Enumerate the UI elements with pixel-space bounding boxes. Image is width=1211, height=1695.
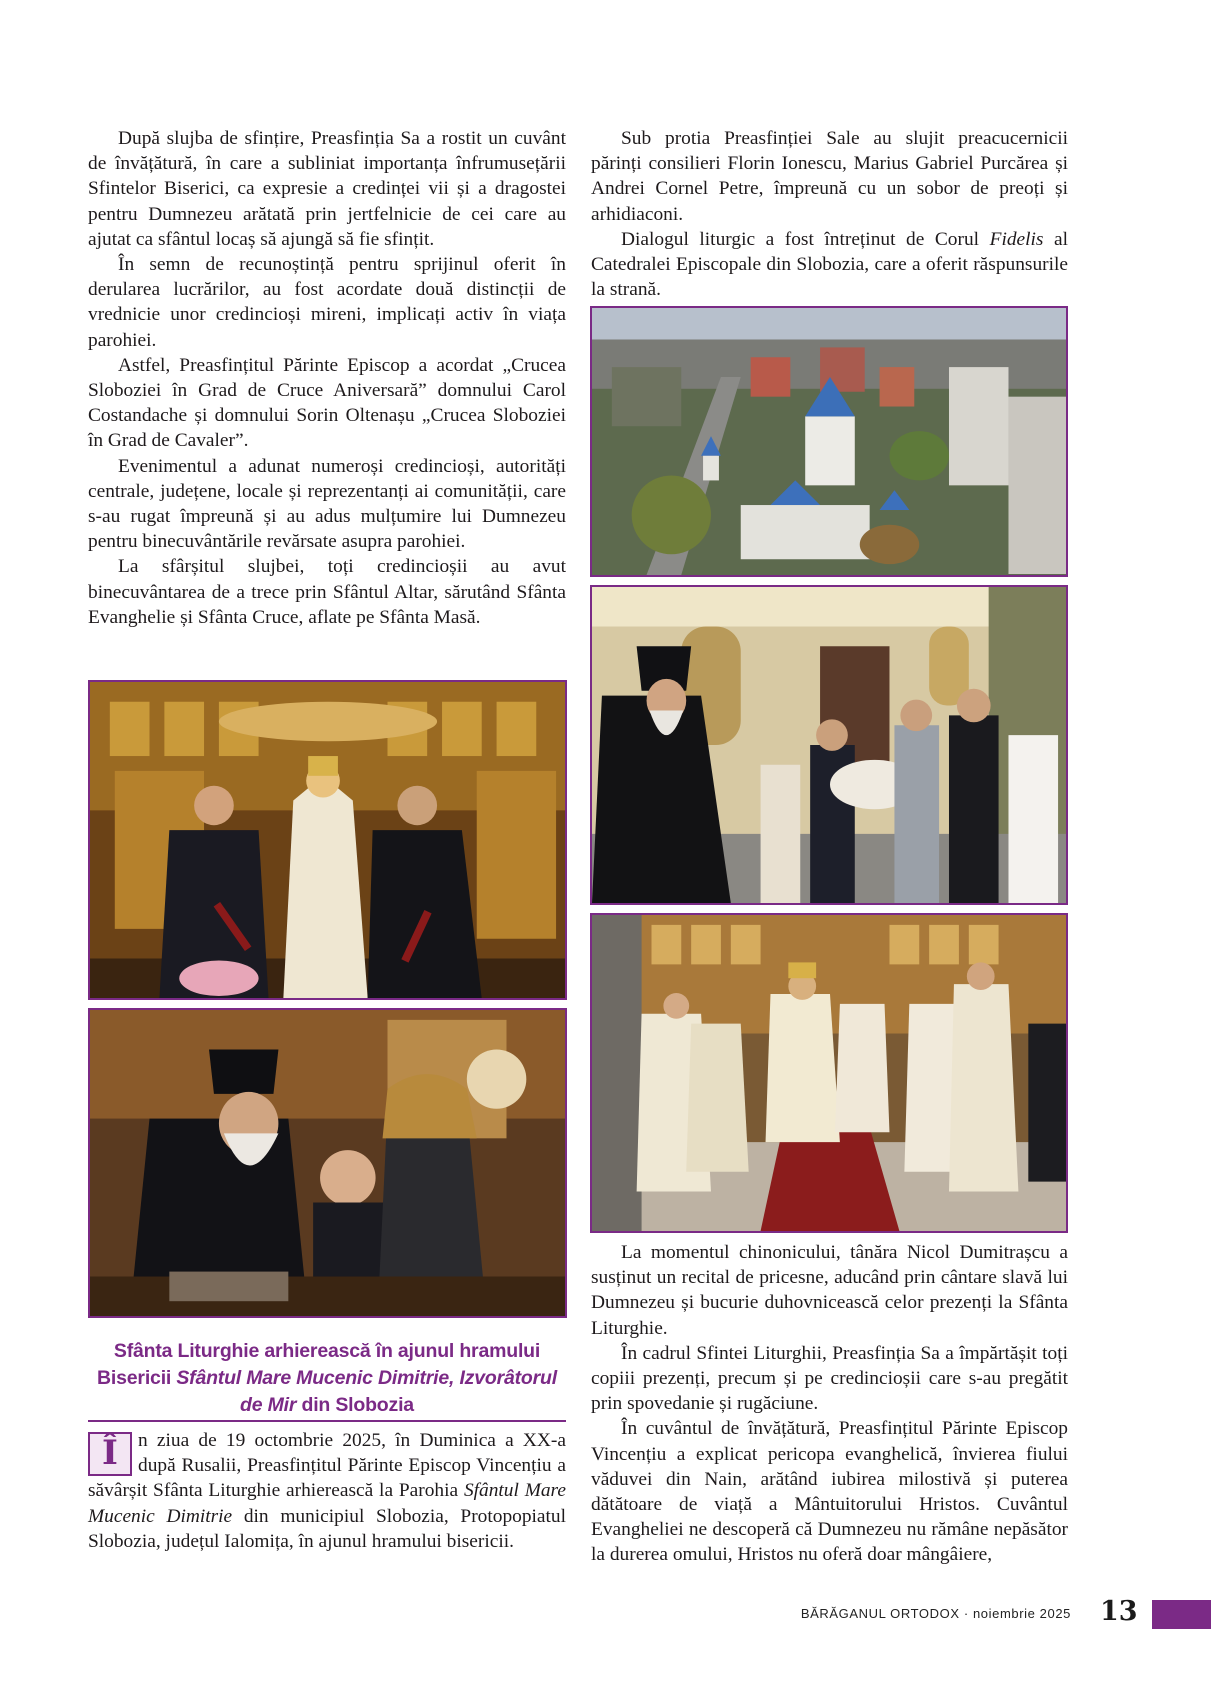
article-heading-italic: Sfântul Mare Mucenic Dimitrie, Izvorâtorul de Mir — [176, 1367, 557, 1416]
page-tab-marker — [1152, 1600, 1211, 1629]
paragraph: Evenimentul a adunat numeroși credincioși, autorități centrale, județene, locale și reprezentanți ai comunității, care s-au rugat împreună și au adus mulțumire lui Dumnezeu pentru binecuvântările revărsate asupra parohiei. — [88, 455, 566, 553]
heading-rule — [88, 1420, 566, 1422]
intro-text: n ziua de 19 octombrie 2025, în Duminica a XX-a după Rusalii, Preasfințitul Părinte Episcop Vincențiu a săvârșit Sfânta Liturghie arhierească la Parohia — [88, 1430, 566, 1502]
photo-aerial-view — [590, 306, 1068, 577]
photo-clergy-in-church — [590, 913, 1068, 1233]
photo-communion — [88, 1008, 567, 1318]
article-heading-text: Sfânta Liturghie arhierească în ajunul hramului Bisericii — [97, 1340, 541, 1389]
left-column-text — [88, 126, 566, 630]
page-number: 13 — [1100, 1596, 1138, 1627]
choir-name: Fidelis — [989, 228, 1044, 250]
dropcap-letter: Î — [88, 1432, 132, 1476]
paragraph: În cuvântul de învățătură, Preasfințitul Părinte Episcop Vincențiu a explicat pericopa evanghelică, învierea fiului văduvei din Nain, arătând iubirea milostivă și puterea dătătoare de viață a Mântuitorului Hristos. Cuvântul Evangheliei ne descoperă că Dumnezeu nu rămâne nepăsător la durerea omului, Hristos nu oferă doar mângâiere, — [591, 1418, 1068, 1566]
paragraph-text: Dialogul liturgic a fost întreținut de Corul — [621, 228, 990, 250]
paragraph: După slujba de sfințire, Preasfinția Sa a rostit un cuvânt de învățătură, în care a subliniat importanța înfrumusețării Sfintelor Biserici, ca expresie a credinței vii și a dragostei pentru Dumnezeu arătată prin jertfelnicie de cei care au ajutat ca sfântul locaș să ajungă să fie sfințit. — [88, 128, 566, 250]
paragraph-text: al Catedralei Episcopale din Slobozia, care a oferit răspunsurile la strană. — [591, 228, 1068, 301]
paragraph: La sfârșitul slujbei, toți credincioșii au avut binecuvântarea de a trece prin Sfântul Altar, sărutând Sfânta Evanghelie și Sfânta Cruce, aflate pe Sfânta Masă. — [88, 556, 566, 628]
article-heading-text: din Slobozia — [296, 1394, 414, 1416]
paragraph: La momentul chinonicului, tânăra Nicol Dumitrașcu a susținut un recital de pricesne, aducând prin cântare slavă lui Dumnezeu și bucurie duhovnicească celor prezenți la Sfânta Liturghie. — [591, 1242, 1068, 1339]
photo-award-ceremony — [88, 680, 567, 1000]
intro-text: din municipiul Slobozia, Protopopiatul Slobozia, județul Ialomița, în ajunul hramului bisericii. — [88, 1505, 566, 1552]
article-intro — [88, 1428, 566, 1554]
intro-paragraph — [88, 1428, 566, 1554]
paragraph: În semn de recunoștință pentru sprijinul oferit în derularea lucrărilor, au fost acordate două distincții de vrednicie unor credincioși mireni, implicați activ în viața parohiei. — [88, 254, 566, 351]
intro-italic: Sfântul Mare Mucenic Dimitrie — [88, 1480, 566, 1527]
paragraph — [591, 227, 1068, 303]
paragraph: În cadrul Sfintei Liturghii, Preasfinția Sa a împărtășit toți copiii prezenți, precum și pe credincioșii care s-au pregătit prin spovedanie și rugăciune. — [591, 1342, 1068, 1415]
photo-bishop-with-youth — [590, 585, 1068, 905]
right-column-top-text — [591, 126, 1068, 302]
paragraph: Astfel, Preasfințitul Părinte Episcop a acordat „Crucea Sloboziei în Grad de Cruce Aniversară” domnului Carol Costandache și domnului Sorin Oltenașu „Crucea Sloboziei în Grad de Cavaler”. — [88, 354, 566, 452]
paragraph: Sub protia Preasfinției Sale au slujit preacucernicii părinți consilieri Florin Ionescu, Marius Gabriel Purcărea și Andrei Cornel Petre, împreună cu un sobor de preoți și arhidiaconi. — [591, 128, 1068, 225]
publication-footer: BĂRĂGANUL ORTODOX · noiembrie 2025 — [800, 1606, 1071, 1621]
right-column-bottom-text — [591, 1240, 1068, 1568]
article-heading — [88, 1338, 566, 1419]
